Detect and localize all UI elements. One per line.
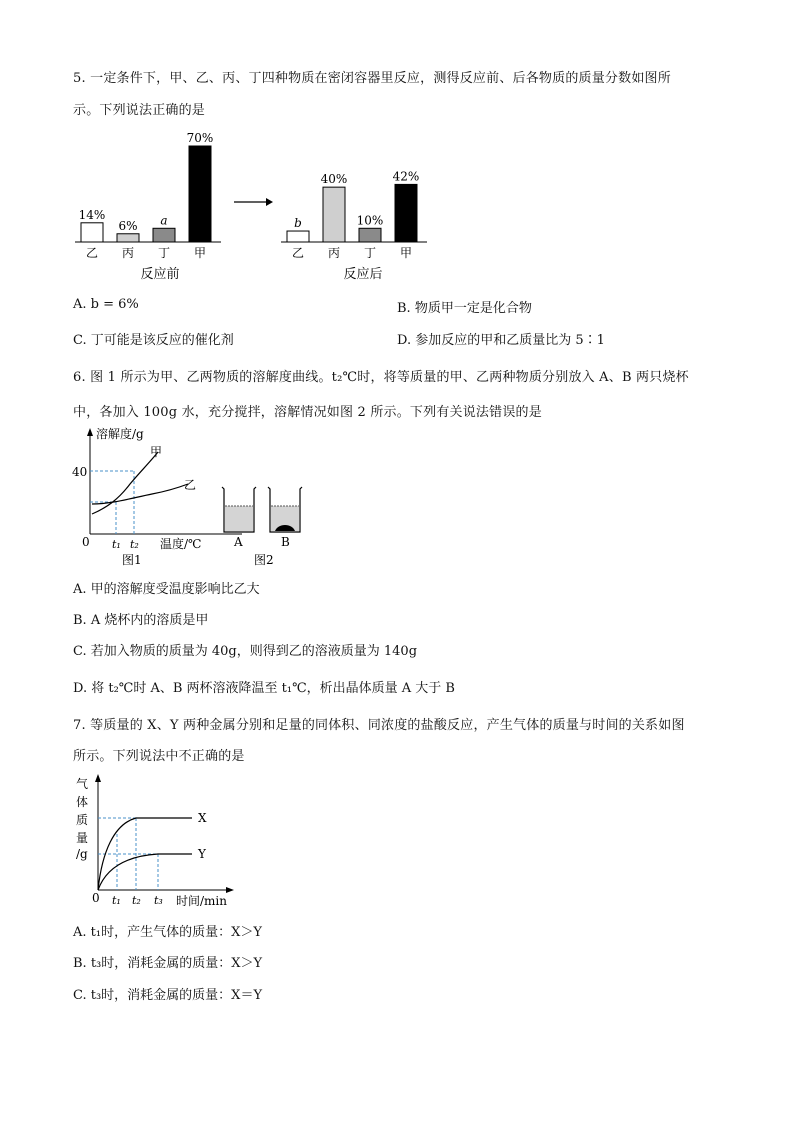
q7-ylabel-0: 气 [76, 777, 89, 791]
q5-bar-charts [70, 125, 430, 285]
q7-ylabel-2: 质 [76, 813, 89, 827]
before-category-2: 丁 [157, 246, 171, 260]
after-chart [281, 169, 427, 260]
q7-option-a: A. t₁时，产生气体的质量：X＞Y [73, 925, 262, 940]
after-category-1: 丙 [327, 246, 341, 260]
before-category-0: 乙 [85, 246, 99, 260]
q5-option-a: A. b = 6% [73, 297, 139, 312]
fig1-curve-yi-label: 乙 [184, 478, 197, 492]
beaker-a-label: A [234, 535, 243, 549]
q6-stem-line2: 中，各加入 100g 水，充分搅拌，溶解情况如图 2 所示。下列有关说法错误的是 [73, 405, 542, 420]
after-category-0: 乙 [291, 246, 305, 260]
q7-x-arrow [226, 887, 234, 893]
q7-origin: 0 [92, 891, 100, 905]
before-category-3: 甲 [193, 246, 207, 260]
after-caption: 反应后 [343, 267, 383, 282]
q7-figure [70, 772, 250, 912]
fig1-y-arrow [87, 428, 93, 436]
before-bar-label-2: a [160, 213, 168, 228]
after-bar-label-0: b [294, 216, 302, 231]
q6-figures [72, 424, 332, 570]
beaker-b [268, 487, 302, 532]
fig1-curve-yi [92, 484, 188, 504]
after-bar-label-3: 42% [392, 169, 420, 184]
before-bar-2 [153, 228, 175, 242]
reaction-arrow-head [266, 198, 273, 206]
before-bar-3 [189, 146, 211, 242]
q7-curve-y [98, 854, 192, 890]
fig1-ytick-40: 40 [72, 465, 88, 479]
before-chart [75, 131, 221, 260]
q7-curve-y-label: Y [198, 847, 206, 861]
before-bar-0 [81, 223, 103, 242]
beaker-b-label: B [281, 535, 290, 549]
q7-ylabel-3: 量 [76, 831, 89, 845]
q7-curve-x-label: X [198, 811, 207, 825]
after-bar-0 [287, 231, 309, 242]
fig2-caption: 图2 [254, 553, 274, 567]
q7-ylabel-4: /g [76, 847, 88, 861]
fig1-xlabel: 温度/℃ [160, 537, 202, 551]
fig1-curve-jia-label: 甲 [150, 445, 163, 459]
after-bar-1 [323, 187, 345, 242]
q7-t1-label: t₁ [112, 894, 121, 907]
q5-stem-line1: 5. 一定条件下，甲、乙、丙、丁四种物质在密闭容器里反应，测得反应前、后各物质的质量分数如图所 [73, 71, 671, 86]
fig1-caption: 图1 [122, 553, 142, 567]
q5-option-c: C. 丁可能是该反应的催化剂 [73, 333, 234, 348]
before-bar-label-3: 70% [186, 131, 214, 145]
beaker-a [222, 487, 256, 532]
q6-option-a: A. 甲的溶解度受温度影响比乙大 [73, 582, 260, 597]
q7-option-c: C. t₃时，消耗金属的质量：X＝Y [73, 988, 263, 1003]
q7-t2-label: t₂ [132, 894, 141, 907]
fig1-t2-label: t₂ [130, 538, 139, 551]
after-bar-3 [395, 184, 417, 242]
after-category-3: 甲 [399, 246, 413, 260]
after-bar-label-1: 40% [320, 172, 348, 187]
fig1-ylabel: 溶解度/g [96, 427, 144, 441]
q7-ylabel-1: 体 [76, 795, 89, 809]
q7-stem-line2: 所示。下列说法中不正确的是 [73, 749, 245, 764]
before-bar-label-1: 6% [118, 218, 138, 233]
after-category-2: 丁 [363, 246, 377, 260]
q7-stem-line1: 7. 等质量的 X、Y 两种金属分别和足量的同体积、同浓度的盐酸反应，产生气体的质量与时间的关系如图 [73, 718, 685, 733]
q6-option-d: D. 将 t₂℃时 A、B 两杯溶液降温至 t₁℃，析出晶体质量 A 大于 B [73, 681, 455, 696]
fig1-t1-label: t₁ [112, 538, 121, 551]
q7-xlabel: 时间/min [176, 894, 227, 908]
fig1-origin: 0 [82, 535, 90, 549]
q7-t3-label: t₃ [154, 894, 163, 907]
q7-y-arrow [95, 774, 101, 782]
before-caption: 反应前 [140, 267, 180, 282]
before-category-1: 丙 [121, 246, 135, 260]
q7-option-b: B. t₃时，消耗金属的质量：X＞Y [73, 956, 263, 971]
before-bar-label-0: 14% [78, 207, 106, 222]
q6-option-c: C. 若加入物质的质量为 40g，则得到乙的溶液质量为 140g [73, 644, 418, 659]
q6-stem-line1: 6. 图 1 所示为甲、乙两物质的溶解度曲线。t₂℃时，将等质量的甲、乙两种物质分别放入 A、B 两只烧杯 [73, 370, 689, 385]
q5-stem-line2: 示。下列说法正确的是 [73, 103, 206, 118]
after-bar-2 [359, 228, 381, 242]
q5-option-d: D. 参加反应的甲和乙质量比为 5∶1 [397, 333, 605, 348]
after-bar-label-2: 10% [356, 213, 384, 228]
q6-option-b: B. A 烧杯内的溶质是甲 [73, 613, 209, 628]
before-bar-1 [117, 234, 139, 242]
q5-option-b: B. 物质甲一定是化合物 [397, 301, 532, 316]
fig1-curve-jia [92, 452, 158, 514]
